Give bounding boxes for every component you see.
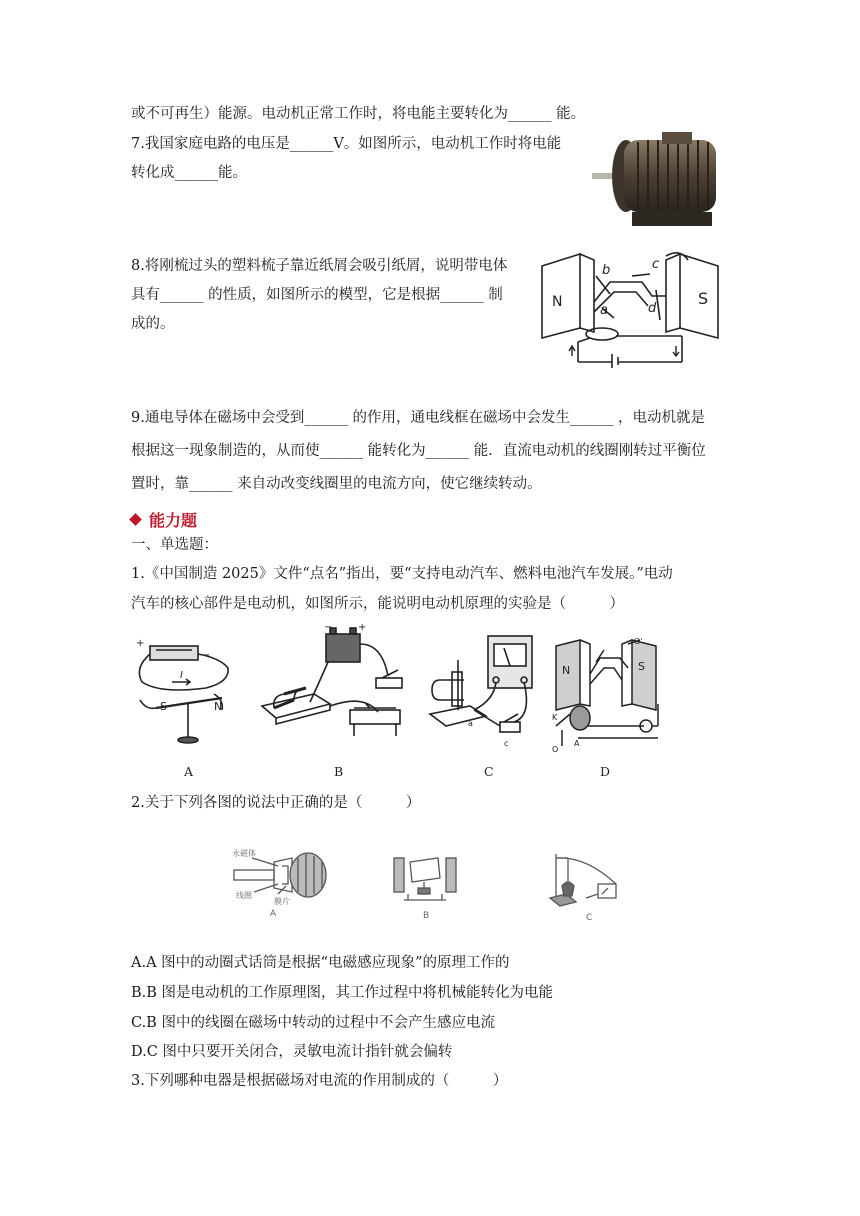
electric-motor-photo [592,128,734,232]
svg-text:O: O [552,745,559,754]
fig-d-s-label: S [638,660,645,673]
mc2-option-d: D.C 图中只要开关闭合，灵敏电流计指针就会偏转 [131,1044,453,1060]
mc2-option-b: B.B 图是电动机的工作原理图，其工作过程中将机械能转化为电能 [131,985,554,1001]
svg-text:c: c [504,739,509,748]
fig-a-magnet-label: 永磁体 [232,849,256,858]
mc1-caption-c: C [484,764,494,779]
mc2-caption-c: C [586,913,593,923]
mc1-line-1: 1.《中国制造 2025》文件“点名”指出，要“支持电动汽车、燃料电池汽车发展。”电动 [131,566,673,582]
south-pole-label: S [698,289,709,308]
svg-text:A: A [574,739,580,748]
point-c-label: c [652,257,660,272]
mc2-figure-c [546,850,622,924]
svg-text:+: + [358,624,367,633]
mc1-caption-a: A [184,764,194,779]
svg-text:−: − [202,650,211,661]
fig-a-i-label: I [180,670,183,681]
q7-line-1: 7.我国家庭电路的电压是______V。如图所示，电动机工作时将电能 [131,136,562,152]
point-a-label: a [600,303,608,318]
mc2-option-a: A.A 图中的动圈式话筒是根据“电磁感应现象”的原理工作的 [131,955,510,971]
section-heading [131,508,197,531]
mc2-stem: 2.关于下列各图的说法中正确的是（ ） [131,795,421,811]
svg-text:K: K [552,713,558,722]
point-b-label: b [602,263,611,278]
q8-line-2: 具有______ 的性质，如图所示的模型，它是根据______ 制 [131,287,503,303]
q9-line-3: 置时，靠______ 来自动改变线圈里的电流方向，使它继续转动。 [131,476,542,492]
section-subtitle: 一、单选题： [131,537,218,553]
fig-a-s-label: S [160,700,167,713]
mc2-caption-b: B [423,911,430,921]
mc2-caption-a: A [270,909,277,919]
mc2-figure-b [390,848,460,922]
fig-a-coil-label: 线圈 [236,891,252,900]
mc1-figure-b [254,624,414,750]
fig-a-n-label: N [214,700,223,713]
mc2-option-c: C.B 图中的线圈在磁场中转动的过程中不会产生感应电流 [131,1015,495,1031]
q8-line-3: 成的。 [131,316,175,332]
mc1-caption-b: B [334,764,344,779]
svg-text:O': O' [634,637,643,646]
q6-tail-text: 或不可再生）能源。电动机正常工作时，将电能主要转化为______ 能。 [131,106,586,122]
q9-line-1: 9.通电导体在磁场中会受到______ 的作用，通电线框在磁场中会发生______ ，电动机就是 [131,410,706,426]
section-heading-text: 能力题 [149,511,198,530]
svg-text:a: a [468,719,473,728]
svg-text:+: + [136,638,145,649]
mc1-figure-d [548,634,664,756]
motor-model-diagram [532,246,728,370]
mc1-caption-d: D [600,764,611,779]
mc1-line-2: 汽车的核心部件是电动机，如图所示，能说明电动机原理的实验是（ ） [131,596,624,612]
diamond-bullet-icon [129,513,142,526]
q8-line-1: 8.将刚梳过头的塑料梳子靠近纸屑会吸引纸屑，说明带电体 [131,258,508,274]
q9-line-2: 根据这一现象制造的，从而使______ 能转化为______ 能．直流电动机的线圈刚转过平衡位 [131,443,706,459]
fig-d-n-label: N [562,664,571,677]
q7-line-2: 转化成______能。 [131,165,247,181]
mc2-figure-a [228,846,338,920]
svg-text:−: − [324,624,333,633]
mc1-figure-a [130,638,242,748]
north-pole-label: N [552,294,563,310]
fig-a-diaphragm-label: 膜片 [274,897,290,906]
mc1-figure-c [424,630,544,754]
point-d-label: d [648,301,657,316]
mc3-stem: 3.下列哪种电器是根据磁场对电流的作用制成的（ ） [131,1073,508,1089]
